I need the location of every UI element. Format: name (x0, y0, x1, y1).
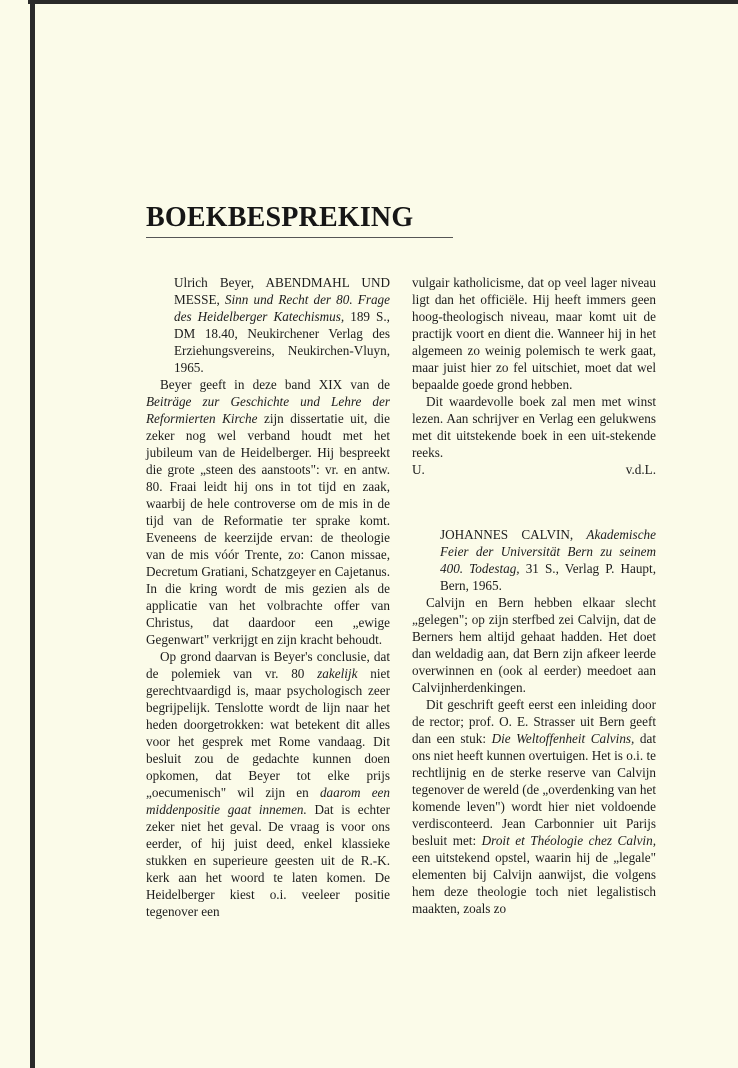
review1-p2-text-a: Op grond daarvan is Beyer's conclusie, dat de polemiek van vr. 80 (146, 649, 390, 681)
review1-paragraph-2 (146, 648, 390, 920)
review2-paragraph-1: Calvijn en Bern hebben elkaar slecht „gelegen"; op zijn sterfbed zei Calvijn, dat de Berners hem altijd gehaat hadden. Het doet dan weldadig aan, dat Bern zijn afkeer leerde overwinnen en (ook al eerder) meedoet aan Calvijnherdenkingen. (412, 595, 656, 695)
review1-p2-text-b: niet gerechtvaardigd is, maar psychologisch zeer begrijpelijk. Tenslotte wordt de lijn naar het heden doorgetrokken: wat betekent dit alles voor het gesprek met Rome vandaag. Dit besluit zou de gedachte kunnen doen opkomen, dat Beyer tot elke prijs „oecumenisch" wil zijn en (146, 666, 390, 800)
review1-series-title: Beiträge zur Geschichte und Lehre der Reformierten Kirche (146, 394, 390, 426)
page-title: BOEKBESPREKING (146, 202, 414, 233)
review1-p2-text-c: Dat is echter zeker niet het geval. De vraag is voor ons eerder, of hij juist deed, enkel klassieke stukken en superieure geesten uit de R.-K. kerk aan het woord te laten komen. De Heidelberger kiest o.i. veeleer positie tegenover een (146, 802, 391, 919)
reviewer-name: v.d.L. (625, 462, 656, 477)
page-left-border (30, 0, 35, 1068)
review2-entry-title: JOHANNES CALVIN, (440, 527, 587, 542)
review1-p1-text-a: Beyer geeft in deze band XIX van de (160, 377, 390, 392)
review1-paragraph-4: Dit waardevolle boek zal men met winst lezen. Aan schrijver en Verlag een gelukwens met dit uitstekende boek in een uit-stekende reeks. (412, 394, 656, 460)
review1-paragraph-1 (146, 376, 390, 648)
review1-entry (146, 274, 390, 376)
review2-entry-subtitle: Akademische Feier der Universität Bern zu seinem 400. Todestag, (440, 527, 656, 576)
review2-p2-text-a: Dit geschrift geeft eerst een inleiding door de rector; prof. O. E. Strasser uit Bern geeft dan een stuk: (412, 697, 656, 746)
review2-entry-details: 31 S., Verlag P. Haupt, Bern, 1965. (440, 561, 656, 593)
reviewer-initial: U. (412, 462, 425, 477)
right-column (412, 274, 656, 917)
review1-entry-author: Ulrich Beyer, ABENDMAHL UND MESSE, (174, 275, 390, 307)
review2-p2-text-b: dat ons niet heeft kunnen overtuigen. Het is o.i. te rechtlijnig en de sterke reserve van Calvijn tegenover de wereld (de „overdenking van het komende leven") wordt hier niet voldoende verdisconteerd. Jean Carbonnier uit Parijs besluit met: (412, 731, 656, 848)
review1-p1-text-b: zijn dissertatie uit, die zeker nog wel verband houdt met het jubileum van de Heidelberger. Hij bespreekt die grote „steen des aanstoots": vr. en antw. 80. Fraai leidt hij ons in tot tijd en zaak, waarbij de hele controverse om de mis in de tijd van de Reformatie ter sprake komt. Eveneens de keerzijde ervan: de theologie van de mis vóór Trente, zo: Canon missae, Decretum Gratiani, Schatzgeyer en Cajetanus. In die kring wordt de mis gezien als de applicatie van het volbrachte offer van Christus, dat daardoor een „ewige Gegenwart" verkrijgt en zijn kracht behoudt. (146, 411, 390, 647)
review2-paragraph-2 (412, 696, 656, 917)
review1-p2-italic-1: zakelijk (317, 666, 358, 681)
review1-entry-subtitle: Sinn und Recht der 80. Frage des Heidelberger Katechismus, (174, 292, 390, 324)
review-separator (412, 478, 656, 526)
left-column (146, 274, 390, 920)
page-top-border (28, 0, 738, 4)
review2-p2-italic-1: Die Weltoffenheit Calvins, (491, 731, 635, 746)
review2-p2-text-c: een uitstekend opstel, waarin hij de „legale" elementen bij Calvijn aanwijst, die volgens hem deze theologie toch niet legalistisch maakten, zoals zo (412, 850, 656, 916)
review1-paragraph-3: vulgair katholicisme, dat op veel lager niveau ligt dan het officiële. Hij heeft immers geen hoog-theologisch niveau, maar komt uit de practijk voort en dient die. Wanneer hij in het algemeen zo weinig polemisch te werk gaat, maar juist hier zo fel uitschiet, moet dat wel bepaalde goede grond hebben. (412, 275, 656, 392)
title-underline (146, 237, 453, 238)
review2-p2-italic-2: Droit et Théologie chez Calvin, (481, 833, 656, 848)
review1-entry-details: 189 S., DM 18.40, Neukirchener Verlag des Erziehungsvereins, Neukirchen-Vluyn, 1965. (174, 309, 390, 375)
review1-signature (412, 461, 656, 478)
review2-entry (412, 526, 656, 594)
review1-p2-italic-2: daarom een middenpositie gaat innemen. (146, 785, 390, 817)
